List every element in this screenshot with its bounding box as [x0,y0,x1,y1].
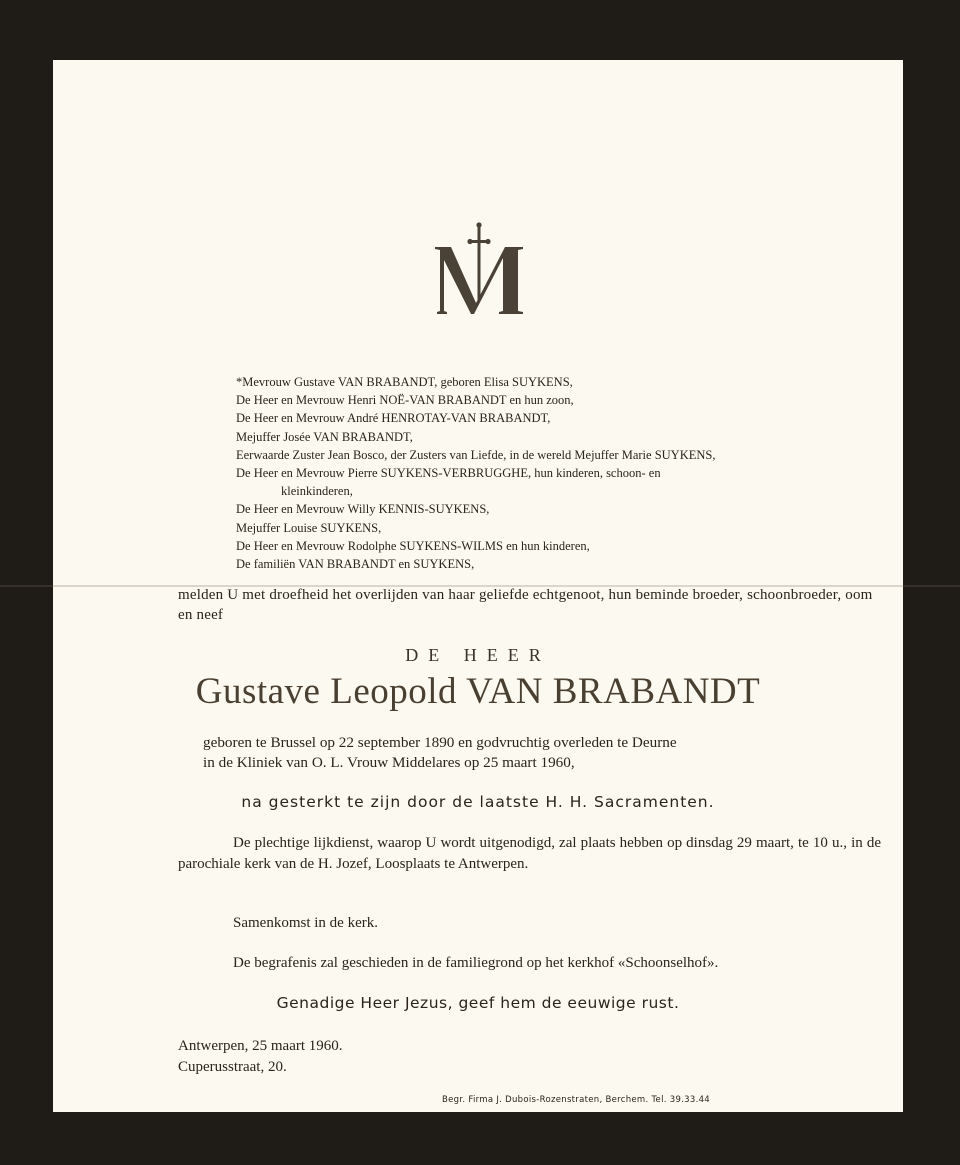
deceased-name: Gustave Leopold VAN BRABANDT [195,671,761,712]
place-date: Antwerpen, 25 maart 1960. [178,1038,343,1054]
fold-line [0,585,960,587]
funeral-service [178,833,881,875]
birth-death-details [203,733,677,773]
address: Cuperusstraat, 20. [178,1059,287,1075]
family-line: De familiën VAN BRABANDT en SUYKENS, [236,557,475,572]
family-line: Mejuffer Josée VAN BRABANDT, [236,429,413,444]
burial-note: De begrafenis zal geschieden in de familiegrond op het kerkhof «Schoonselhof». [233,955,719,971]
family-line: De Heer en Mevrouw Henri NOË-VAN BRABANDT en hun zoon, [236,393,574,408]
announcement-intro: melden U met droefheid het overlijden van haar geliefde echtgenoot, hun beminde broeder, schoonbroeder, oom en neef [178,587,873,623]
family-line: *Mevrouw Gustave VAN BRABANDT, geboren Elisa SUYKENS, [236,375,573,389]
family-line: De Heer en Mevrouw André HENROTAY-VAN BRABANDT, [236,411,551,426]
family-line: De Heer en Mevrouw Willy KENNIS-SUYKENS, [236,502,490,517]
place-and-address [178,1036,343,1078]
family-line: De Heer en Mevrouw Pierre SUYKENS-VERBRUGGHE, hun kinderen, schoon- en [236,466,661,481]
born-line: geboren te Brussel op 22 september 1890 en godvruchtig overleden te Deurne [203,734,677,751]
family-list [236,373,715,573]
family-line: Eerwaarde Zuster Jean Bosco, der Zusters van Liefde, in de wereld Mejuffer Marie SUYKENS, [236,447,716,462]
born-line: in de Kliniek van O. L. Vrouw Middelares op 25 maart 1960, [203,754,575,771]
family-line: Mejuffer Louise SUYKENS, [236,520,382,535]
marian-monogram-icon [431,220,531,320]
title-prefix: DE HEER [405,645,551,665]
family-line: kleinkinderen, [281,484,353,499]
printer-credit: Begr. Firma J. Dubois-Rozenstraten, Berchem. Tel. 39.33.44 [442,1095,710,1105]
prayer-line: Genadige Heer Jezus, geef hem de eeuwige rust. [276,994,680,1012]
family-line: De Heer en Mevrouw Rodolphe SUYKENS-WILMS en hun kinderen, [236,538,590,553]
sacraments-line: na gesterkt te zijn door de laatste H. H. Sacramenten. [241,793,715,811]
service-text: De plechtige lijkdienst, waarop U wordt uitgenodigd, zal plaats hebben op dinsdag 29 maart, te 10 u., in de parochiale kerk van de H. Jozef, Loosplaats te Antwerpen. [178,835,881,872]
meeting-note: Samenkomst in de kerk. [233,915,378,931]
